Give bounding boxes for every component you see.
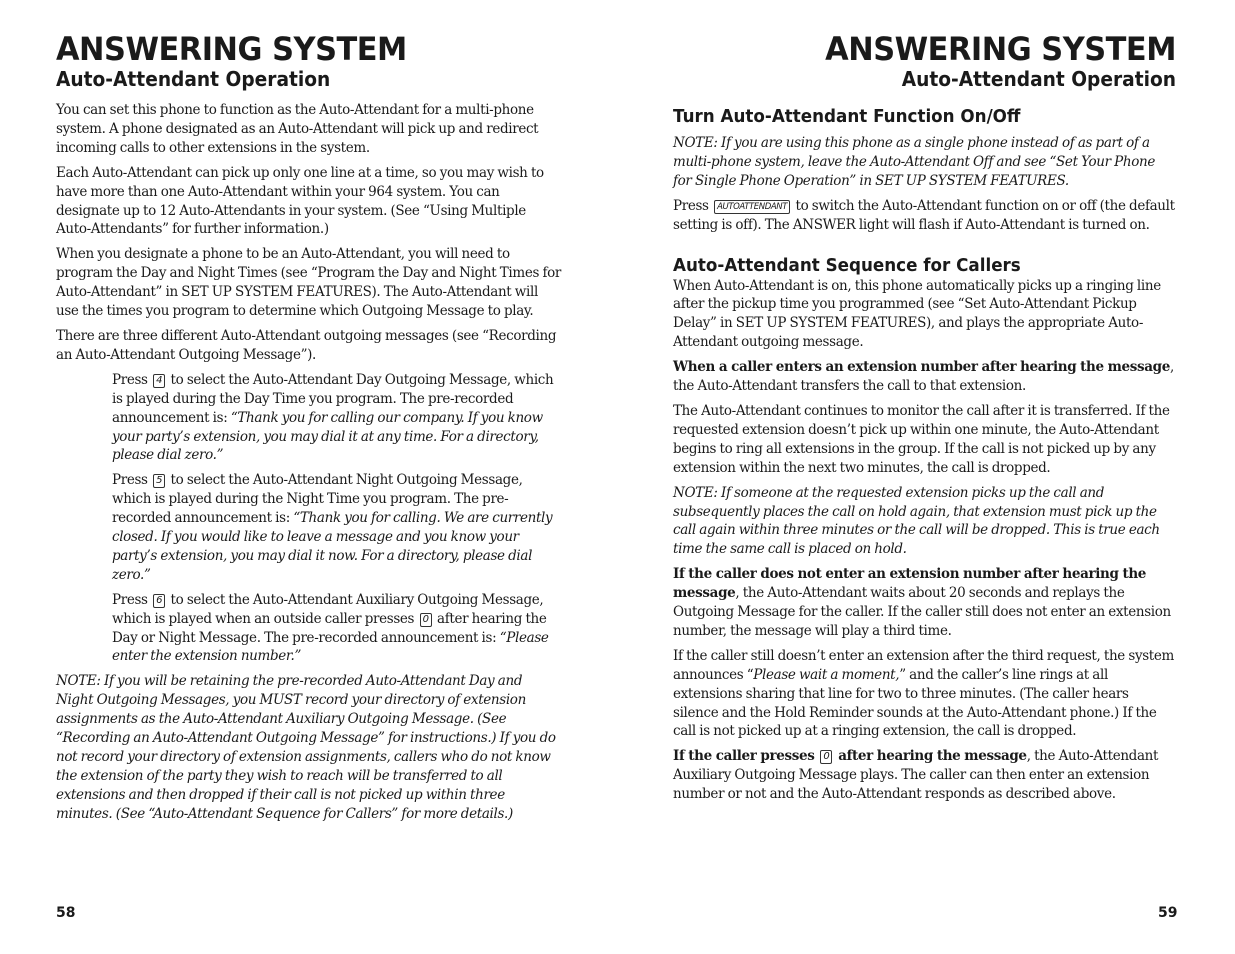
page-number-left: 58 [56,905,76,921]
no-extension-lead: If the caller does not enter an extension number after hearing the message [673,566,1147,602]
key-4-icon: 4 [153,374,165,388]
aux-message-text-a: to select the Auto-Attendant Auxiliary Outgoing Message, which is played when an outside caller presses [112,591,544,627]
section-heading-sequence: Auto-Attendant Sequence for Callers [673,254,1021,276]
night-message-quote: “Thank you for calling. We are currently closed. If you would like to leave a message and you know your party’s extension, you may dial it now. For a directory, please dial zero.” [112,510,553,583]
night-message-step [112,471,562,584]
press-label: Press [112,591,148,608]
aux-message-step [112,591,562,667]
aux-message-text-b: after hearing the Day or Night Message. The pre-recorded announcement is: [112,610,547,646]
no-extension-paragraph [673,565,1176,641]
left-page-title: ANSWERING SYSTEM [56,30,407,68]
multiple-attendants-paragraph: Each Auto-Attendant can pick up only one line at a time, so you may wish to have more than one Auto-Attendant within your 964 system. You can designate up to 12 Auto-Attendants in your system. (See “Using Multiple Auto-Attendants” for further information.) [56,164,544,238]
right-page-subtitle: Auto-Attendant Operation [901,67,1176,91]
left-page [56,0,562,954]
outgoing-messages-paragraph: There are three different Auto-Attendant outgoing messages (see “Recording an Auto-Attendant Outgoing Message”). [56,327,557,363]
key-0-icon: 0 [820,750,832,764]
day-night-paragraph: When you designate a phone to be an Auto-Attendant, you will need to program the Day and Night Times (see “Program the Day and Night Times for Auto-Attendant” in SET UP SYSTEM FEATURES). The Auto-Attendant will use the times you program to determine which Outgoing Message to play. [56,246,562,320]
toggle-instruction-text: to switch the Auto-Attendant function on or off (the default setting is off). The ANSWER light will flash if Auto-Attendant is turned on. [673,197,1175,233]
key-6-icon: 6 [153,594,165,608]
hold-note: NOTE: If someone at the requested extension picks up the call and subsequently places the call on hold again, that extension must pick up the call again within three minutes or the call will be dropped. This is true each time the same call is placed on hold. [673,484,1160,558]
key-5-icon: 5 [153,474,165,488]
press-label: Press [112,472,148,489]
intro-paragraph: You can set this phone to function as the Auto-Attendant for a multi-phone system. A phone designated as an Auto-Attendant will pick up and redirect incoming calls to other extensions in the system. [56,102,539,156]
section-heading-on-off: Turn Auto-Attendant Function On/Off [673,106,1021,127]
key-0-icon: 0 [420,613,432,627]
extension-entered-text: , the Auto-Attendant transfers the call to that extension. [673,359,1174,395]
presses-zero-paragraph [673,747,1176,804]
aux-message-quote: “Please enter the extension number.” [112,629,549,665]
monitor-call-paragraph: The Auto-Attendant continues to monitor the call after it is transferred. If the requested extension doesn’t pick up within one minute, the Auto-Attendant begins to ring all extensions in the group. If the call is not picked up by any extension within the next two minutes, the call is dropped. [673,402,1170,476]
third-request-paragraph [673,647,1176,742]
extension-entered-lead: When a caller enters an extension number after hearing the message [673,359,1170,376]
extension-entered-paragraph [673,358,1176,396]
day-message-quote: “Thank you for calling our company. If you know your party’s extension, you may dial it at any time. For a directory, please dial zero.” [112,409,543,464]
toggle-instruction [673,197,1176,235]
retaining-messages-note: NOTE: If you will be retaining the pre-recorded Auto-Attendant Day and Night Outgoing Messages, you MUST record your directory of extension assignments as the Auto-Attendant Auxiliary Outgoing Message. (See “Recording an Auto-Attendant Outgoing Message” for instructions.) If you do not record your directory of extension assignments, callers who do not know the extension of the party they wish to reach will be transferred to all extensions and then dropped if their call is not picked up within three minutes. (See “Auto-Attendant Sequence for Callers” for more details.) [56,673,556,822]
press-label: Press [673,197,709,214]
presses-zero-lead-a: If the caller presses [673,748,819,765]
presses-zero-lead-b: after hearing the message [834,748,1027,765]
sequence-intro-paragraph: When Auto-Attendant is on, this phone automatically picks up a ringing line after the pickup time you programmed (see “Set Auto-Attendant Pickup Delay” in SET UP SYSTEM FEATURES), and plays the appropriate Auto-Attendant outgoing message. [673,277,1161,351]
night-message-text: to select the Auto-Attendant Night Outgoing Message, which is played during the Night Time you program. The pre-recorded announcement is: [112,472,523,527]
left-page-subtitle: Auto-Attendant Operation [56,67,331,91]
third-request-text-a: If the caller still doesn’t enter an extension after the third request, the system announces “ [673,647,1174,683]
right-page [673,0,1176,954]
autoattendant-key-icon: AUTOATTENDANT [714,200,790,214]
page-number-right: 59 [1158,905,1178,921]
presses-zero-text: , the Auto-Attendant Auxiliary Outgoing Message plays. The caller can then enter an extension number or not and the Auto-Attendant responds as described above. [673,748,1159,803]
day-message-text: to select the Auto-Attendant Day Outgoing Message, which is played during the Day Time you program. The pre-recorded announcement is: [112,371,554,426]
single-phone-note: NOTE: If you are using this phone as a single phone instead of as part of a multi-phone system, leave the Auto-Attendant Off and see “Set Your Phone for Single Phone Operation” in SET UP SYSTEM FEATURES. [673,135,1155,189]
right-page-title: ANSWERING SYSTEM [825,30,1176,68]
press-label: Press [112,371,148,388]
third-request-text-b: ” and the caller’s line rings at all extensions sharing that line for two to three minutes. (The caller hears silence and the Hold Reminder sounds at the Auto-Attendant phone.) If the call is not picked up at a ringing extension, the call is dropped. [673,666,1157,740]
no-extension-text: , the Auto-Attendant waits about 20 seconds and replays the Outgoing Message for the caller. If the caller still does not enter an extension number, the message will play a third time. [673,585,1171,639]
day-message-step [112,371,562,466]
wait-quote: Please wait a moment, [753,666,900,683]
